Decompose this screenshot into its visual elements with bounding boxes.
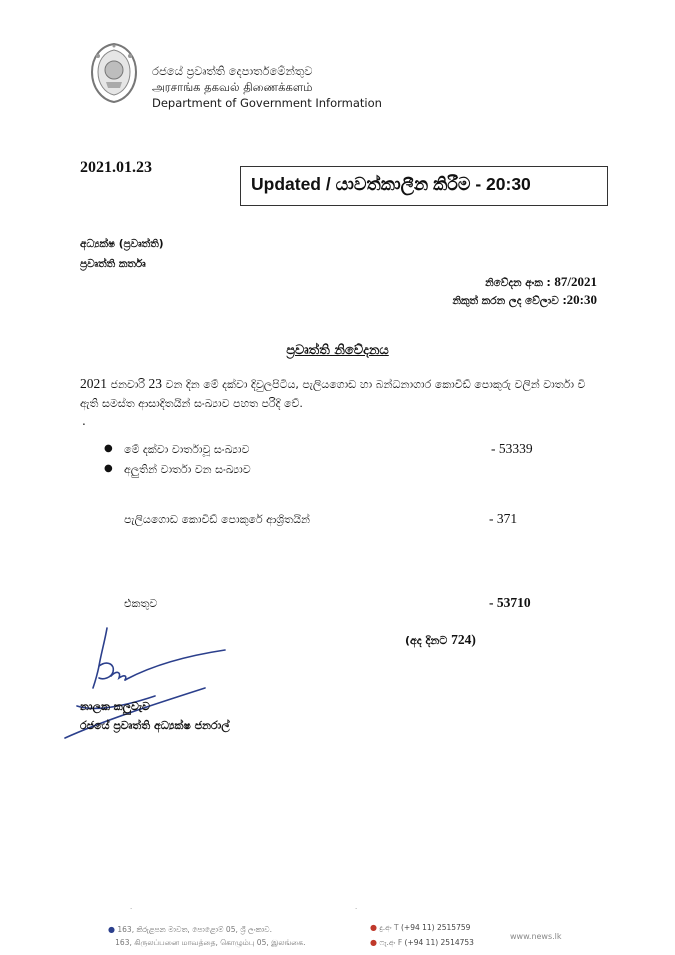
item-label-total: එකතුව [124,597,158,610]
item-value-total: - 53710 [489,595,531,610]
footer-phone-label: දු.අං T [379,923,399,932]
days-prefix: (අද දිනට [405,634,452,647]
days-count [405,632,476,648]
stray-dot: . [82,414,86,428]
intro-paragraph [80,374,600,413]
release-time-value: 20:30 [566,292,597,307]
footer-website[interactable]: www.news.lk [510,932,562,941]
press-release-heading: ප්‍රවෘත්ති නිවේදනය [286,343,389,358]
item-label-reported-total: මේ දක්වා වාර්තාවූ සංඛ්‍යාව [124,443,250,456]
footer-mark: · [355,905,358,913]
addressee-editor: ප්‍රවෘත්ති කර්තෘ [80,258,146,270]
footer-fax-number: (+94 11) 2514753 [404,938,474,947]
release-number-value: 87/2021 [554,274,597,289]
intro-text-b: වන දින මේ දක්වා දිවුලපිටිය, පැලියගොඩ හා බන්ධනාගාර කොවිඩ් පොකුරු වලින් වාර්තා වී ඇති සමස්ත ආසාදිතයින් සංඛ්‍යාව පහත පරිදි වේ. [80,378,586,410]
release-number-label: නිවේදන අංක : [485,277,555,289]
header-sinhala: රජයේ ප්‍රවෘත්ති දෙපාර්තමේන්තුව [152,64,313,78]
item-value-reported-total: - 53339 [491,441,533,456]
footer-address-tamil [108,938,306,948]
footer-address-1: 163, කිරුළපන මාවත, පොළොම් 05, ශ්‍රී ලංකාව. [117,925,272,934]
fax-icon: ● [370,938,377,947]
intro-day: 23 [148,376,163,391]
footer-phone [370,923,470,933]
release-time-label: නිකුත් කරන ලද වේලාව : [452,295,567,307]
document-date: 2021.01.23 [80,159,152,176]
update-notice-box: Updated / යාවත්කාලීන කිරීම - 20:30 [240,166,608,206]
item-value-peliyagoda-contacts: - 371 [489,511,518,526]
government-emblem-icon [88,42,140,104]
phone-icon: ● [370,923,377,932]
bullet-icon: ● [104,463,113,474]
days-value: 724) [451,632,476,647]
footer-address-2: 163, கிருலப்பனை மாவத்தை, கொழும்பு 05, இலங்கை. [115,938,306,947]
item-label-peliyagoda-contacts: පැලියගොඩ කොවිඩ් පොකුරේ ආශ්‍රිතයින් [124,513,310,526]
item-label-newly-reported: අලුතින් වාර්තා වන සංඛ්‍යාව [124,463,251,476]
signatory-title: රජයේ ප්‍රවෘත්ති අධ්‍යක්ෂ ජනරාල් [80,719,230,732]
addressee-director: අධ්‍යක්ෂ (ප්‍රවෘත්ති) [80,238,164,250]
release-number [485,274,597,290]
release-time [452,292,597,308]
footer-fax-label: ෆැ.අං F [379,938,403,947]
intro-text-a: ජනවාරි [107,378,149,391]
footer-address-sinhala [108,925,272,935]
signatory-name: නාලක කලුවැව [80,700,150,713]
header-tamil: அரசாங்க தகவல் திணைக்களம் [152,80,313,94]
header-english: Department of Government Information [152,96,382,110]
footer-fax [370,938,474,948]
intro-year: 2021 [80,376,107,391]
bullet-icon: ● [104,443,113,454]
footer-bullet-icon: ● [108,925,115,934]
footer-mark: · [130,905,133,913]
footer-phone-number: (+94 11) 2515759 [400,923,471,932]
